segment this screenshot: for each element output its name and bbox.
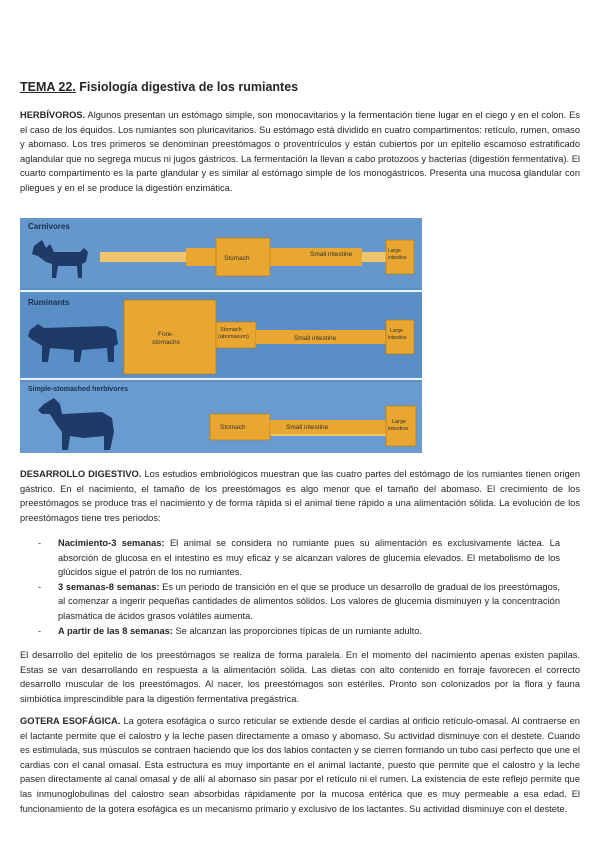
herbivoros-paragraph: [20, 108, 580, 196]
list-item: - Nacimiento-3 semanas: El animal se considera no rumiante pues su alimentación es exclusivamente láctea. La absorción de glucosa en el intestino es muy eficaz y se alcanzan valores de glucemia elevados. El metabolismo de los glúcidos sigue el patrón de los no rumiantes.: [38, 538, 561, 578]
label-large-intestine: Large intestine: [388, 328, 407, 341]
list-item: - A partir de las 8 semanas: Se alcanzan las proporciones típicas de un rumiante adulto.: [38, 625, 423, 636]
list-item: - 3 semanas-8 semanas: Es un periodo de transición en el que se produce un desarrollo de gradual de los preestómagos, al comenzar a ingerir pequeñas cantidades de alimentos sólidos. Los valores de glucemia disminuyen y la concentración plasmática de ácidos grasos volátiles aumenta.: [38, 581, 560, 621]
gotera-lead: GOTERA ESOFÁGICA.: [20, 716, 121, 726]
page-title: [20, 80, 298, 94]
periods-list: [38, 536, 560, 638]
label-small-intestine: Small intestine: [310, 251, 353, 258]
period-text: Es un periodo de transición en el que se produce un desarrollo de gradual de los preestómagos, al comenzar a ingerir pequeñas cantidades de alimentos sólidos. Los valores de glucemia disminuyen y la concentración plasmática de ácidos grasos volátiles aumenta.: [58, 581, 560, 621]
digestive-tract-figure: [20, 218, 422, 453]
period-lead: A partir de las 8 semanas:: [58, 625, 173, 636]
label-small-intestine: Small intestine: [286, 424, 329, 431]
period-text: El animal se considera no rumiante pues su alimentación es exclusivamente láctea. La absorción de glucosa en el intestino es muy eficaz y se alcanzan valores de glucemia elevados. El metabolismo de los glúcidos sigue el patrón de los no rumiantes.: [58, 538, 561, 578]
label-abomasum: Stomach (abomasum): [218, 327, 249, 340]
title-number: TEMA 22.: [20, 80, 76, 94]
desarrollo-paragraph: [20, 467, 580, 525]
gotera-text: La gotera esofágica o surco reticular se extiende desde el cardias al orificio retículo-omasal. Al contraerse en el lactante permite que el calostro y la leche pasen directamente a omaso y abomaso. Su actividad disminuye con el destete. Cuando es estimulada, sus músculos se contraen haciendo que los dos labios contacten y se cierren formando un tubo casi perfecto que une el cardias con el canal omasal. Esta estructura es muy importante en el animal lactante, puesto que permite que el calostro y la leche pasen directamente al canal omasal y de allí al abomaso sin pasar por el retículo ni el rumen. La existencia de este reflejo permite que las inmunoglobulinas del calostro sean absorbidas rápidamente por la mucosa entérica que es muy permeable a esa edad. El funcionamiento de la gotera esofágica es un mecanismo primario y exclusivo de los lactantes. Su actividad disminuye con el destete.: [20, 716, 580, 814]
epitelio-text: El desarrollo del epitelio de los preestómagos se realiza de forma paralela. En el momento del nacimiento apenas existen papilas. Estas se van desarrollando en respuesta a la alimentación sólida. Las dietas con alto contenido en forraje favorecen el correcto desarrollo muscular de los preestómagos. Al nacer, los preestómagos son estériles. Pronto son colonizados por la flora y fauna simbiótica imprescindible para la digestión fermentativa pregástrica.: [20, 650, 580, 704]
label-stomach: Stomach: [220, 424, 246, 431]
label-fore-stomachs: Fore-stomachs: [152, 331, 180, 346]
period-lead: 3 semanas-8 semanas:: [58, 581, 160, 592]
desarrollo-lead: DESARROLLO DIGESTIVO.: [20, 469, 142, 479]
herbivoros-text: Algunos presentan un estómago simple, son monocavitarios y la fermentación tiene lugar en el ciego y en el colon. Es el caso de los équidos. Los rumiantes son pluricavitarios. Su estómago está dividido en cuatro compartimentos: retículo, rumen, omaso y abomaso. Los tres primeros se denominan preestómagos o proventrículos y están cubiertos por un epitelio escamoso estratificado aglandular que no segrega mucus ni jugos gástricos. La fermentación la llevan a cabo protozoos y bacterias (digestión fermentativa). El cuarto compartimento es la parte glandular y es similar al estómago simple de los monogástricos. Presenta una mucosa glandular con pliegues y en el se produce la digestión enzimática.: [20, 110, 580, 193]
label-large-intestine: Large intestine: [388, 419, 409, 432]
epitelio-paragraph: [20, 648, 580, 706]
period-lead: Nacimiento-3 semanas:: [58, 538, 165, 548]
label-stomach: Stomach: [224, 255, 250, 262]
label-large-intestine: Large intestine: [388, 248, 407, 261]
digestive-tract-diagram: [20, 218, 422, 453]
panel-title-simple-stomached: Simple-stomached herbivores: [28, 386, 128, 393]
gotera-paragraph: [20, 714, 580, 816]
panel-title-carnivores: Carnivores: [28, 222, 70, 231]
panel-title-ruminants: Ruminants: [28, 298, 70, 307]
desarrollo-text: Los estudios embriológicos muestran que las cuatro partes del estómago de los rumiantes tienen origen gástrico. En el nacimiento, el tamaño de los preestómagos es algo menor que el tamaño del abomaso. El crecimiento de los preestómagos se produce tras el nacimiento y de forma rápida si el animal tiene rápido a una alimentación sólida. La evolución de los preestómagos tiene tres periodos:: [20, 469, 580, 523]
herbivoros-lead: HERBÍVOROS.: [20, 110, 86, 120]
period-text: Se alcanzan las proporciones típicas de un rumiante adulto.: [175, 625, 423, 636]
label-small-intestine: Small intestine: [294, 335, 337, 342]
title-text: Fisiología digestiva de los rumiantes: [79, 80, 299, 94]
